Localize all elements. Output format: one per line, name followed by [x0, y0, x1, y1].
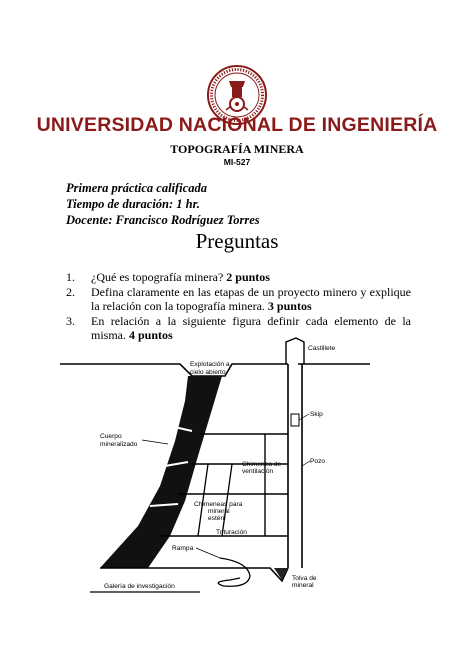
- question-number: 1.: [66, 270, 75, 284]
- label-chimeneas-3: estéril: [208, 515, 226, 522]
- label-chimeneas-2: mineral: [208, 508, 230, 515]
- label-cuerpo-1: Cuerpo: [100, 433, 122, 440]
- headframe: [286, 338, 304, 364]
- ore-pass: [222, 464, 232, 536]
- question-number: 2.: [66, 284, 75, 299]
- section-heading: Preguntas: [195, 229, 279, 253]
- label-rampa: Rampa: [172, 545, 194, 552]
- question-item: [66, 270, 411, 285]
- exam-title: Primera práctica calificada: [66, 181, 207, 195]
- label-chimenea-vent-1: Chimenea de: [242, 461, 282, 468]
- ramp-path: [218, 558, 250, 586]
- question-item: [66, 285, 411, 314]
- question-points: 4 puntos: [129, 328, 173, 343]
- label-galeria: Galería de investigación: [104, 583, 175, 590]
- label-chimenea-vent-2: ventilación: [242, 468, 274, 475]
- label-tolva-1: Tolva de: [292, 575, 317, 582]
- label-skip: Skip: [310, 411, 323, 418]
- question-list: [66, 270, 411, 343]
- label-explotacion-1: Explotación a: [190, 361, 230, 368]
- university-name: UNIVERSIDAD NACIONAL DE INGENIERÍA: [36, 114, 438, 136]
- label-tolva-2: mineral: [292, 582, 314, 589]
- question-points: 2 puntos: [226, 270, 270, 284]
- label-cuerpo-2: mineralizado: [100, 441, 138, 448]
- exam-info: [66, 180, 260, 228]
- course-title: TOPOGRAFÍA MINERA: [170, 142, 304, 156]
- label-castillete: Castillete: [308, 345, 336, 352]
- ore-pass: [198, 464, 208, 536]
- question-number: 3.: [66, 313, 75, 328]
- exam-duration: Tiempo de duración: 1 hr.: [66, 197, 200, 211]
- exam-teacher: Docente: Francisco Rodríguez Torres: [66, 213, 260, 227]
- haulage-level: [100, 568, 288, 581]
- question-text: En relación a la siguiente figura definir cada elemento de la misma.: [91, 313, 411, 343]
- question-text: ¿Qué es topografía minera?: [91, 270, 227, 284]
- label-chimeneas-1: Chimeneas para: [194, 501, 243, 508]
- label-pozo: Pozo: [310, 458, 326, 465]
- skip-cage: [291, 414, 299, 426]
- question-points: 3 puntos: [267, 299, 312, 314]
- question-text: Defina claramente en las etapas de un proyecto minero y explique la relación con la topografía minera.: [91, 284, 411, 314]
- mine-diagram: [60, 336, 370, 616]
- course-code: MI-527: [223, 157, 251, 167]
- ore-body: [100, 376, 222, 568]
- label-trituracion: Trituración: [216, 529, 247, 536]
- label-explotacion-2: cielo abierto: [190, 369, 226, 376]
